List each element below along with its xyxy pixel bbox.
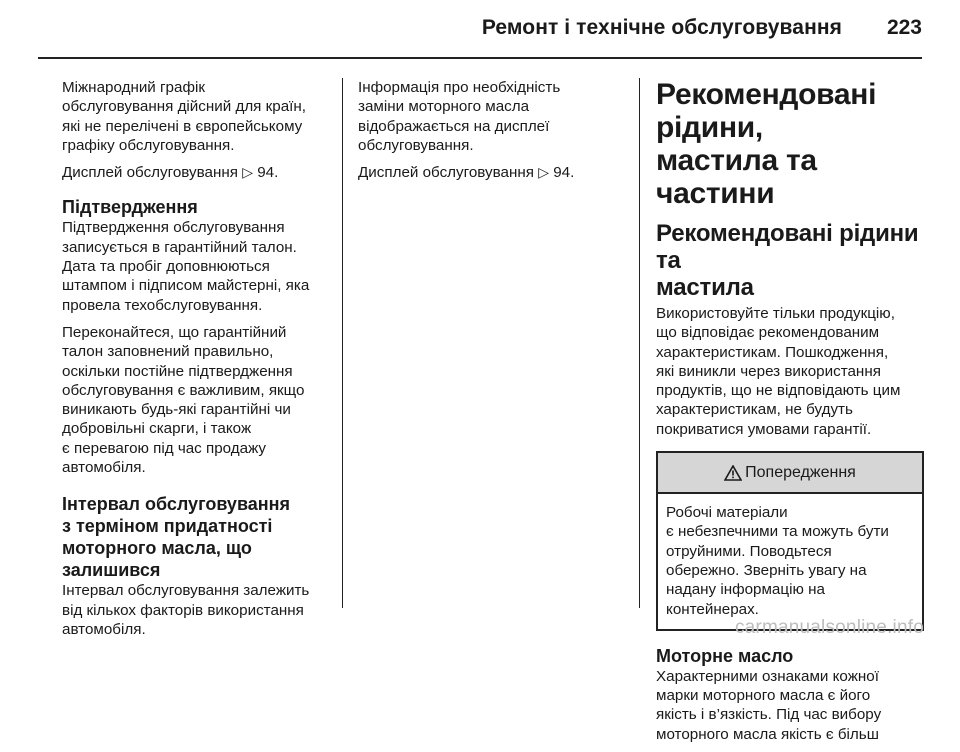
text-line: покриватися умовами гарантії. xyxy=(656,420,872,438)
text-line: автомобіля. xyxy=(62,620,146,638)
interval-paragraph xyxy=(62,581,338,639)
text-line: контейнерах. xyxy=(666,600,759,618)
heading-line: Рекомендовані рідини та xyxy=(656,220,919,274)
reference-arrow-icon: ▷ xyxy=(538,164,549,181)
fluids-intro-paragraph xyxy=(656,304,924,439)
text-line: обслуговування дійсний для країн, xyxy=(62,98,306,116)
text-line: марки моторного масла є його xyxy=(656,687,871,705)
text-line: Переконайтеся, що гарантійний xyxy=(62,323,287,341)
page-header xyxy=(0,0,960,56)
text-line: продуктів, що не відповідають цим xyxy=(656,382,901,400)
text-line: Підтвердження обслуговування xyxy=(62,219,285,237)
header-title: Ремонт і технічне обслуговування xyxy=(481,16,842,39)
text-line: характеристикам. Пошкодження, xyxy=(656,343,889,361)
text-line: моторного масла якість є більш xyxy=(656,725,879,743)
confirmation-paragraph-2 xyxy=(62,323,338,477)
text-line: Інформація про необхідність xyxy=(358,79,561,96)
heading-line: Рекомендовані рідини, xyxy=(656,78,877,144)
heading-line: мастила xyxy=(656,274,754,301)
text-line: Робочі матеріали xyxy=(666,504,788,522)
header-divider xyxy=(38,57,922,59)
reference-page[interactable]: 94. xyxy=(257,164,279,182)
text-line: оскільки постійне підтвердження xyxy=(62,362,293,380)
column-divider xyxy=(342,78,343,608)
text-line: провела техобслуговування. xyxy=(62,296,263,314)
column-2 xyxy=(358,78,628,190)
warning-triangle-icon xyxy=(724,465,742,481)
heading-line: Інтервал обслуговування xyxy=(62,494,291,515)
text-line: добровільні скарги, і також xyxy=(62,420,252,438)
column-1 xyxy=(62,78,338,647)
text-line: заміни моторного масла xyxy=(358,98,530,116)
reference-text: Дисплей обслуговування xyxy=(62,164,238,182)
page-number: 223 xyxy=(886,16,922,39)
text-line: надану інформацію на xyxy=(666,581,825,599)
warning-text xyxy=(666,503,914,619)
column-divider xyxy=(639,78,640,608)
heading-line: з терміном придатності xyxy=(62,516,273,537)
warning-header xyxy=(658,453,922,494)
intro-paragraph xyxy=(62,78,338,155)
text-line: обслуговування. xyxy=(358,136,474,154)
text-line: які виникли через використання xyxy=(656,362,881,380)
text-line: автомобіля. xyxy=(62,459,146,477)
engine-oil-heading: Моторне масло xyxy=(656,645,794,666)
warning-body xyxy=(658,494,922,629)
oil-change-info-paragraph xyxy=(358,78,628,155)
text-line: записується в гарантійний талон. xyxy=(62,238,297,256)
text-line: від кількох факторів використання xyxy=(62,601,304,619)
confirmation-paragraph xyxy=(62,218,338,314)
text-line: талон заповнений правильно, xyxy=(62,343,274,361)
text-line: виникають будь-які гарантійні чи xyxy=(62,401,291,419)
text-line: якість і в’язкість. Під час вибору xyxy=(656,706,882,724)
text-line: які не перелічені в європейському xyxy=(62,117,303,135)
text-line: штампом і підписом майстерні, яка xyxy=(62,277,310,295)
column-3 xyxy=(656,78,924,752)
text-line: є перевагою під час продажу xyxy=(62,439,267,457)
text-line: обережно. Зверніть увагу на xyxy=(666,561,867,579)
text-line: графіку обслуговування. xyxy=(62,136,235,154)
heading-line: мастила та частини xyxy=(656,144,817,210)
reference-page[interactable]: 94. xyxy=(553,164,575,182)
reference-text: Дисплей обслуговування xyxy=(358,164,534,182)
engine-oil-paragraph xyxy=(656,667,924,744)
subsection-heading xyxy=(656,220,924,301)
text-line: обслуговування є важливим, якщо xyxy=(62,381,305,399)
heading-line: залишився xyxy=(62,560,161,581)
text-line: характеристикам, не будуть xyxy=(656,401,853,419)
text-line: що відповідає рекомендованим xyxy=(656,324,880,342)
heading-line: моторного масла, що xyxy=(62,538,252,559)
text-line: є небезпечними та можуть бути xyxy=(666,523,889,541)
text-line: Характерними ознаками кожної xyxy=(656,667,879,685)
reference-arrow-icon: ▷ xyxy=(242,164,253,181)
text-line: Використовуйте тільки продукцію, xyxy=(656,305,895,322)
warning-title: Попередження xyxy=(745,463,856,481)
section-heading xyxy=(656,78,924,210)
text-line: Інтервал обслуговування залежить xyxy=(62,582,310,600)
text-line: отруйними. Поводьтеся xyxy=(666,542,832,560)
text-line: відображається на дисплеї xyxy=(358,117,550,135)
warning-box xyxy=(656,451,924,631)
text-line: Міжнародний графік xyxy=(62,79,205,96)
watermark: carmanualsonline.info xyxy=(734,617,924,638)
display-reference xyxy=(358,163,628,182)
text-line: Дата та пробіг доповнюються xyxy=(62,258,270,276)
interval-heading xyxy=(62,493,338,581)
confirmation-heading: Підтвердження xyxy=(62,197,198,218)
display-reference xyxy=(62,163,338,182)
